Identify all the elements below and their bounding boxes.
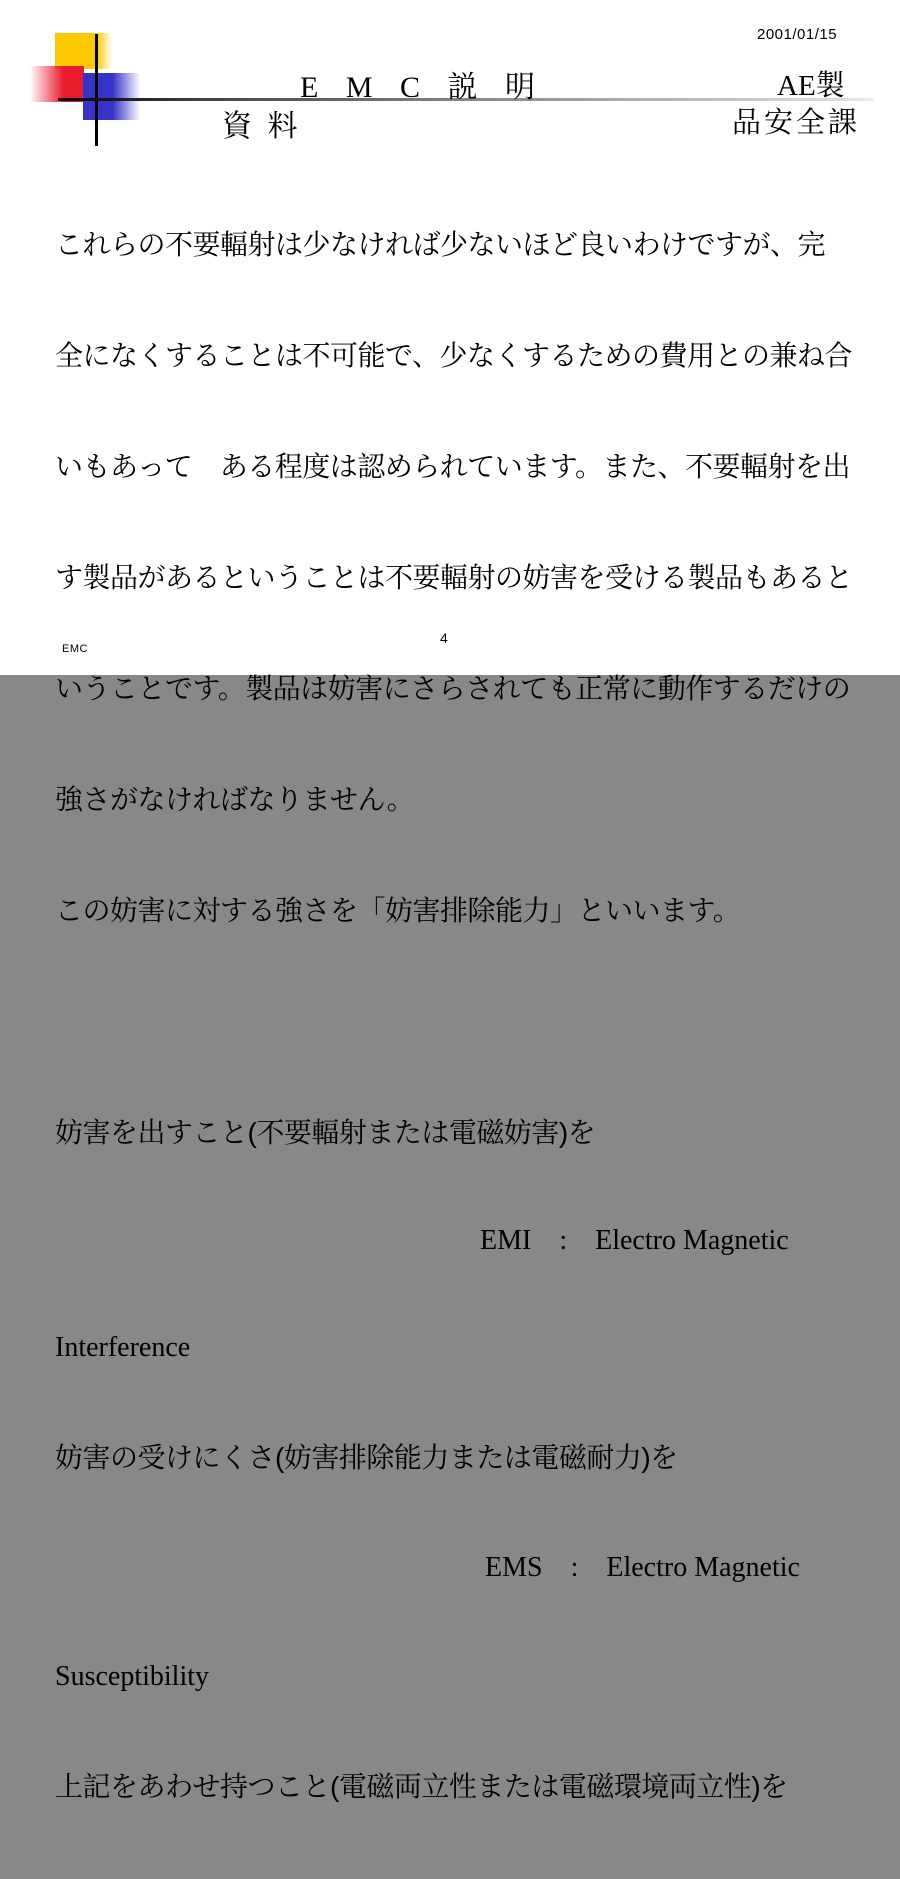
slide-date: 2001/01/15 xyxy=(757,26,838,43)
slide-title-line2: 資 料 xyxy=(222,110,302,143)
slide-title-line1: E M C 説 明 xyxy=(300,71,546,104)
body-line: この妨害に対する強さを「妨害排除能力」といいます。 xyxy=(55,895,741,926)
decor-vertical-line xyxy=(95,34,98,146)
body-line: これらの不要輻射は少なければ少ないほど良いわけですが、完 xyxy=(55,229,826,260)
emi-intro-line: 妨害を出すこと(不要輻射または電磁妨害)を xyxy=(55,1117,596,1148)
emc-clipped-line: 上記をあわせ持つこと(電磁両立性または電磁環境両立性)を xyxy=(55,1771,788,1802)
ems-intro-line: 妨害の受けにくさ(妨害排除能力または電磁耐力)を xyxy=(55,1442,678,1473)
department-line1: AE製 xyxy=(777,70,845,102)
ems-abbreviation-line: EMS : Electro Magnetic xyxy=(485,1552,800,1583)
body-line: 強さがなければなりません。 xyxy=(55,784,415,815)
emi-continuation-line: Interference xyxy=(55,1332,191,1363)
body-line: いうことです。製品は妨害にさらされても正常に動作するだけの xyxy=(55,673,851,704)
decor-blue-square xyxy=(83,73,140,120)
emi-abbreviation-line: EMI : Electro Magnetic xyxy=(480,1225,789,1256)
body-text-block xyxy=(55,152,900,1879)
body-line: いもあって ある程度は認められています。また、不要輻射を出 xyxy=(55,451,850,482)
decor-red-square xyxy=(30,66,84,102)
page-number: 4 xyxy=(440,630,448,646)
decor-yellow-square xyxy=(55,33,112,69)
body-line: 全になくすることは不可能で、少なくするための費用との兼ね合 xyxy=(55,340,852,371)
body-line: す製品があるということは不要輻射の妨害を受ける製品もあると xyxy=(55,562,853,593)
blank-line xyxy=(55,1003,900,1040)
footer-label: EMC xyxy=(62,643,88,655)
ems-continuation-line: Susceptibility xyxy=(55,1661,209,1692)
department-line2: 品安全課 xyxy=(732,107,861,139)
